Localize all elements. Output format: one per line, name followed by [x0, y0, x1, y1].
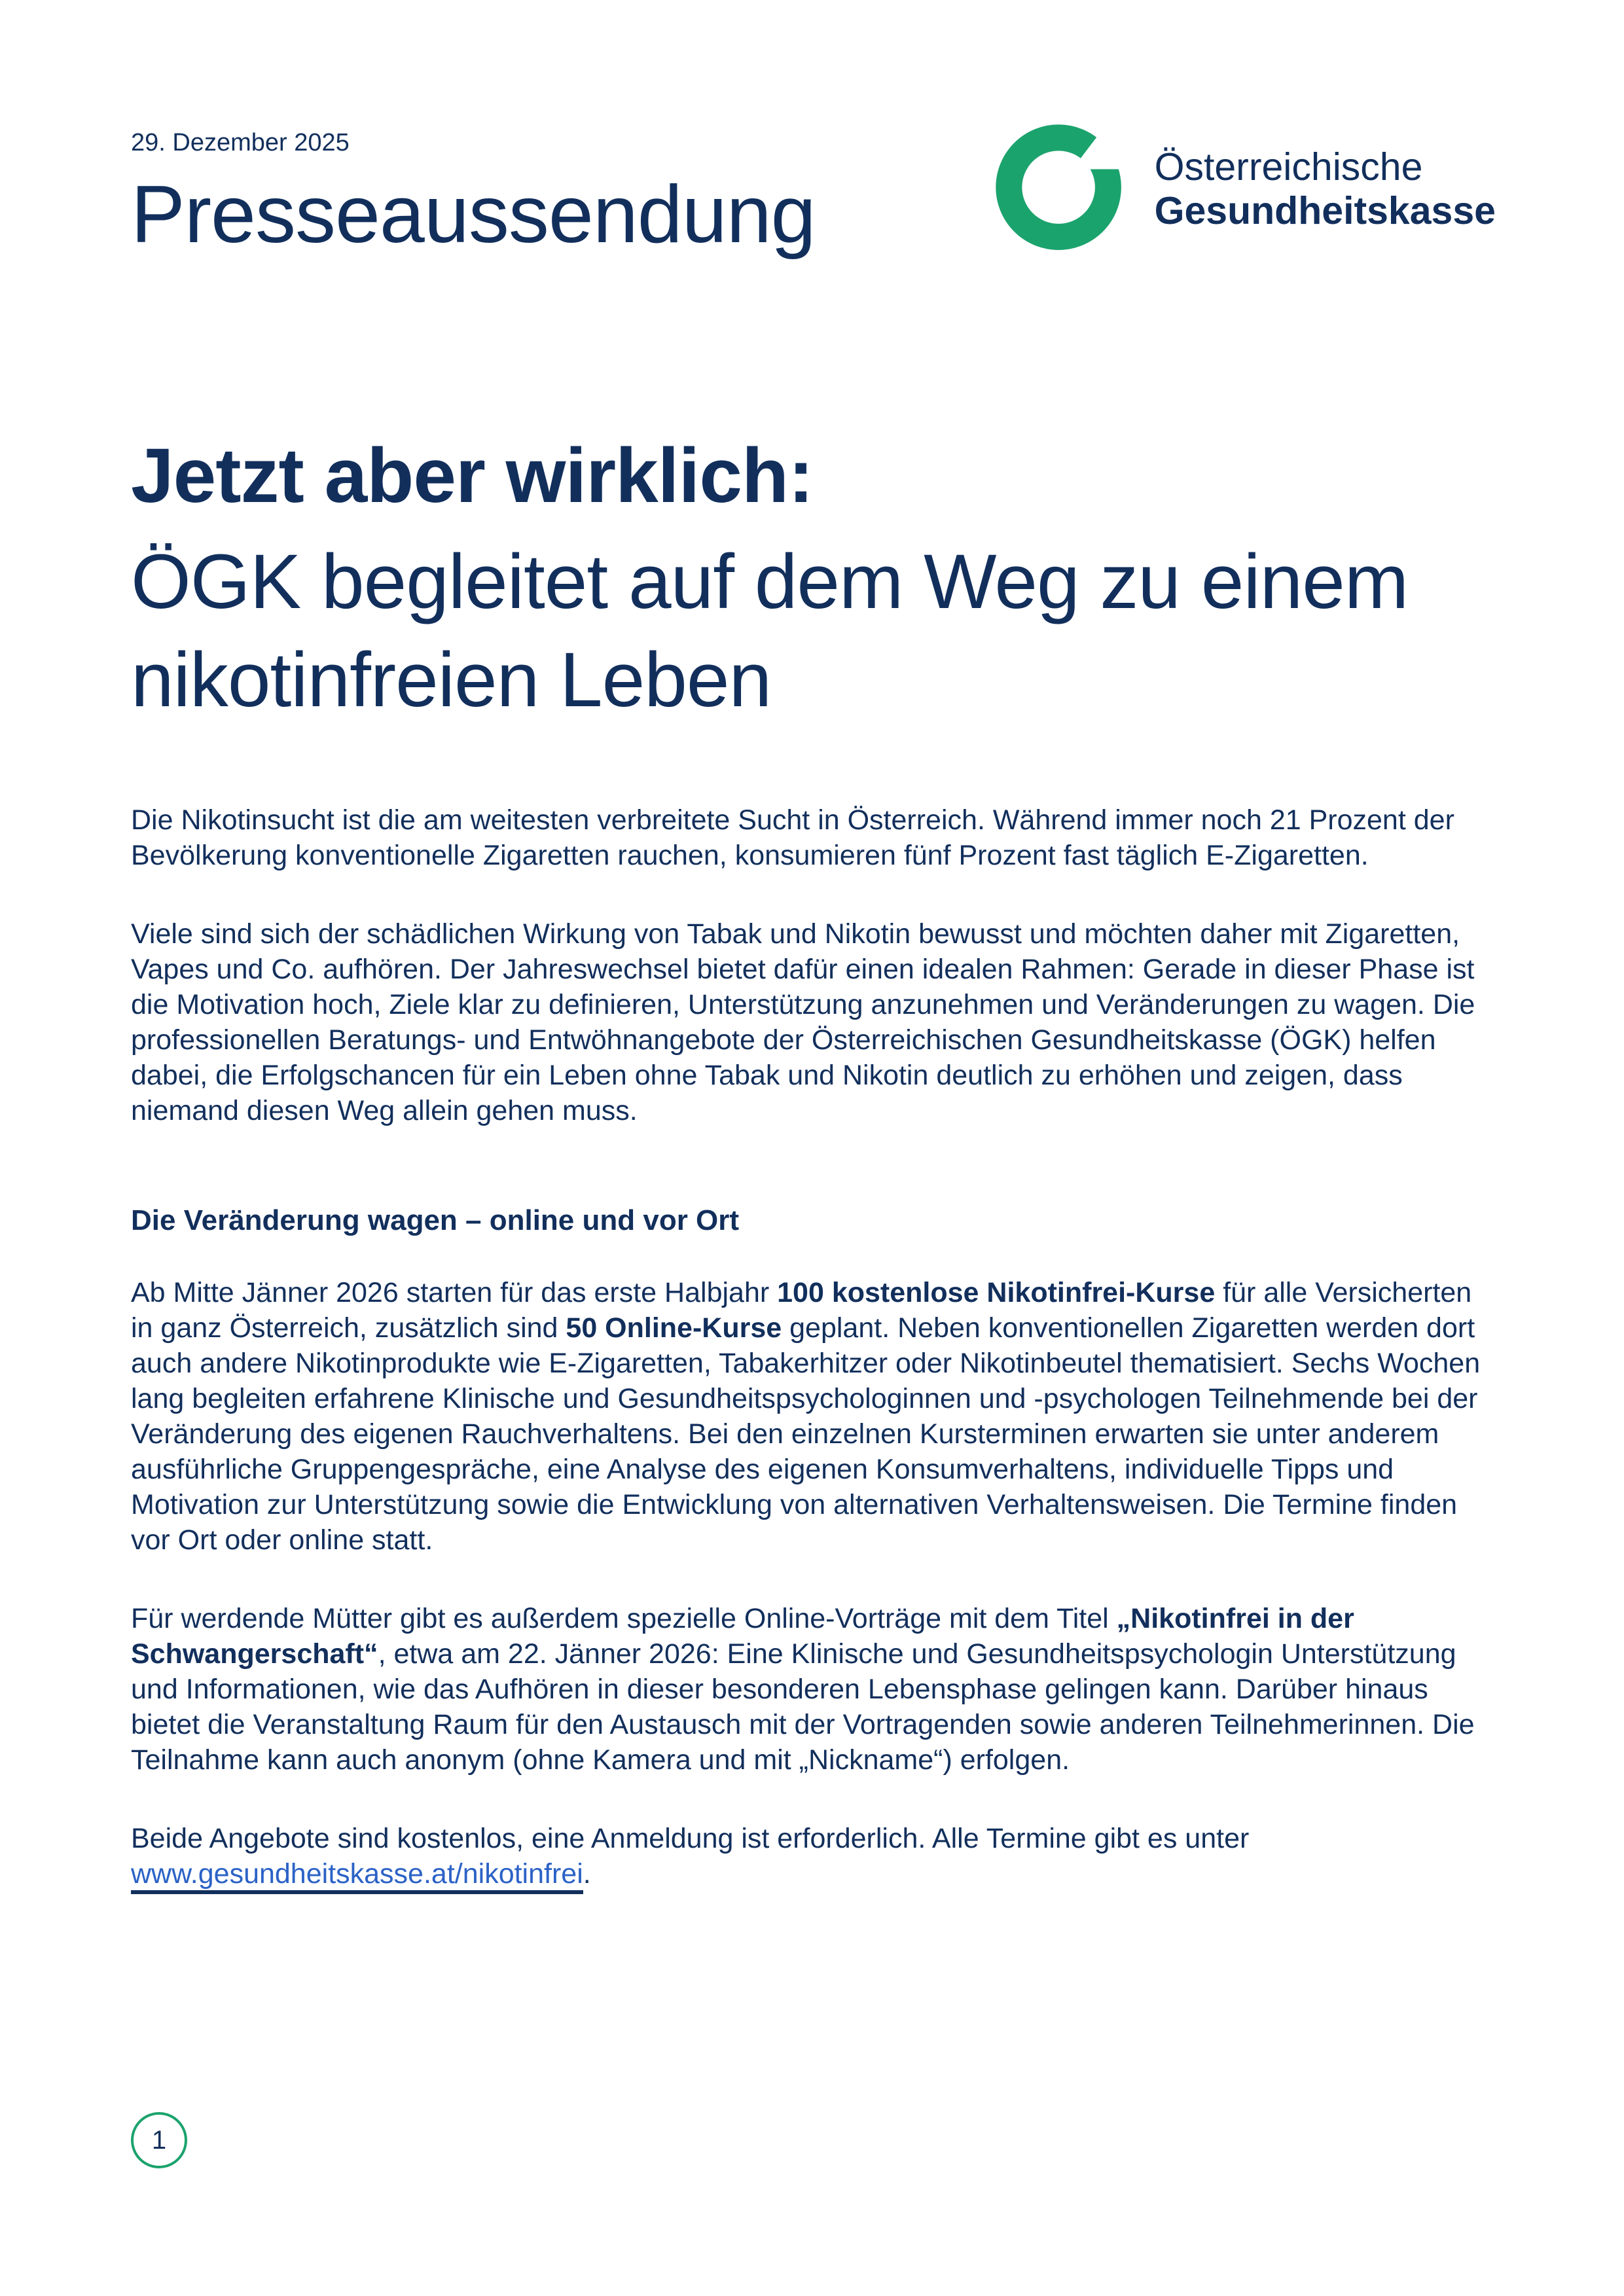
text-run: für alle Versicherten in ganz Österreich, zusätzlich sind [131, 1277, 1472, 1344]
paragraph-registration-info [131, 1821, 1496, 1892]
body-text [131, 802, 1496, 1892]
header [131, 128, 1496, 260]
headline-subtitle [131, 533, 1496, 729]
text-run: , etwa am 22. Jänner 2026: Eine Klinische und Gesundheitspsychologin Unterstützung und Informationen, wie das Aufhören in dieser besonderen Lebensphase gelingen kann. Darüber hinaus bietet die Veranstaltung Raum für den Austausch mit der Vortragenden sowie anderen Teilnehmerinnen. Die Teilnahme kann auch anonym (ohne Kamera und mit „Nickname“) erfolgen. [131, 1638, 1475, 1776]
bold-text-run: „Nikotinfrei in der Schwangerschaft“ [131, 1603, 1354, 1670]
paragraph-nicotine-stats [131, 802, 1496, 873]
text-run: Ab Mitte Jänner 2026 starten für das erste Halbjahr [131, 1277, 778, 1308]
page-number: 1 [151, 2125, 167, 2155]
text-run: Für werdende Mütter gibt es außerdem spezielle Online-Vorträge mit dem Titel [131, 1603, 1117, 1634]
paragraph-new-year-motivation [131, 916, 1496, 1128]
nikotinfrei-link[interactable]: www.gesundheitskasse.at/nikotinfrei [131, 1858, 583, 1894]
section-heading: Die Veränderung wagen – online und vor Ort [131, 1204, 740, 1236]
headline-subtitle-line-2: nikotinfreien Leben [131, 637, 772, 723]
page-number-badge [131, 2112, 187, 2168]
text-run: . [583, 1858, 591, 1890]
text-run: geplant. Neben konventionellen Zigaretten werden dort auch andere Nikotinprodukte wie E-Zigaretten, Tabakerhitzer oder Nikotinbeutel thematisiert. Sechs Wochen lang begleiten erfahrene Klinische und Gesundheitspsychologinnen und -psychologen Teilnehmende bei der Veränderung des eigenen Rauchverhaltens. Bei den einzelnen Kursterminen erwarten sie unter anderem ausführliche Gruppengespräche, eine Analyse des eigenen Konsumverhaltens, individuelle Tipps und Motivation zur Unterstützung sowie die Entwicklung von alternativen Verhaltensweisen. Die Termine finden vor Ort oder online statt. [131, 1312, 1481, 1556]
ogk-logo [993, 118, 1496, 259]
text-run: Die Nikotinsucht ist die am weitesten verbreitete Sucht in Österreich. Während immer noch 21 Prozent der Bevölkerung konventionelle Zigaretten rauchen, konsumieren fünf Prozent fast täglich E-Zigaretten. [131, 804, 1454, 871]
paragraph-courses [131, 1275, 1496, 1558]
headline-block [131, 427, 1496, 729]
logo-org-name-line1: Österreichische [1154, 145, 1423, 188]
text-run: Beide Angebote sind kostenlos, eine Anmeldung ist erforderlich. Alle Termine gibt es unter [131, 1823, 1250, 1854]
headline-subtitle-line-1: ÖGK begleitet auf dem Weg zu einem [131, 539, 1409, 625]
document-type-title: Presseaussendung [131, 170, 816, 260]
logo-org-name-line2: Gesundheitskasse [1154, 188, 1496, 232]
paragraph-pregnancy-lectures [131, 1601, 1496, 1778]
bold-text-run: 100 kostenlose Nikotinfrei-Kurse [777, 1277, 1216, 1308]
logo-wordmark [1155, 145, 1496, 233]
header-title-block [131, 128, 816, 260]
footer [131, 2112, 187, 2168]
ogk-logo-icon [993, 118, 1127, 259]
headline-title: Jetzt aber wirklich: [131, 433, 814, 519]
release-date: 29. Dezember 2025 [131, 129, 350, 156]
bold-text-run: 50 Online-Kurse [566, 1312, 782, 1344]
text-run: Viele sind sich der schädlichen Wirkung von Tabak und Nikotin bewusst und möchten daher mit Zigaretten, Vapes und Co. aufhören. Der Jahreswechsel bietet dafür einen idealen Rahmen: Gerade in dieser Phase ist die Motivation hoch, Ziele klar zu definieren, Unterstützung anzunehmen und Veränderungen zu wagen. Die professionellen Beratungs- und Entwöhnangebote der Österreichischen Gesundheitskasse (ÖGK) helfen dabei, die Erfolgschancen für ein Leben ohne Tabak und Nikotin deutlich zu erhöhen und zeigen, dass niemand diesen Weg allein gehen muss. [131, 918, 1475, 1126]
